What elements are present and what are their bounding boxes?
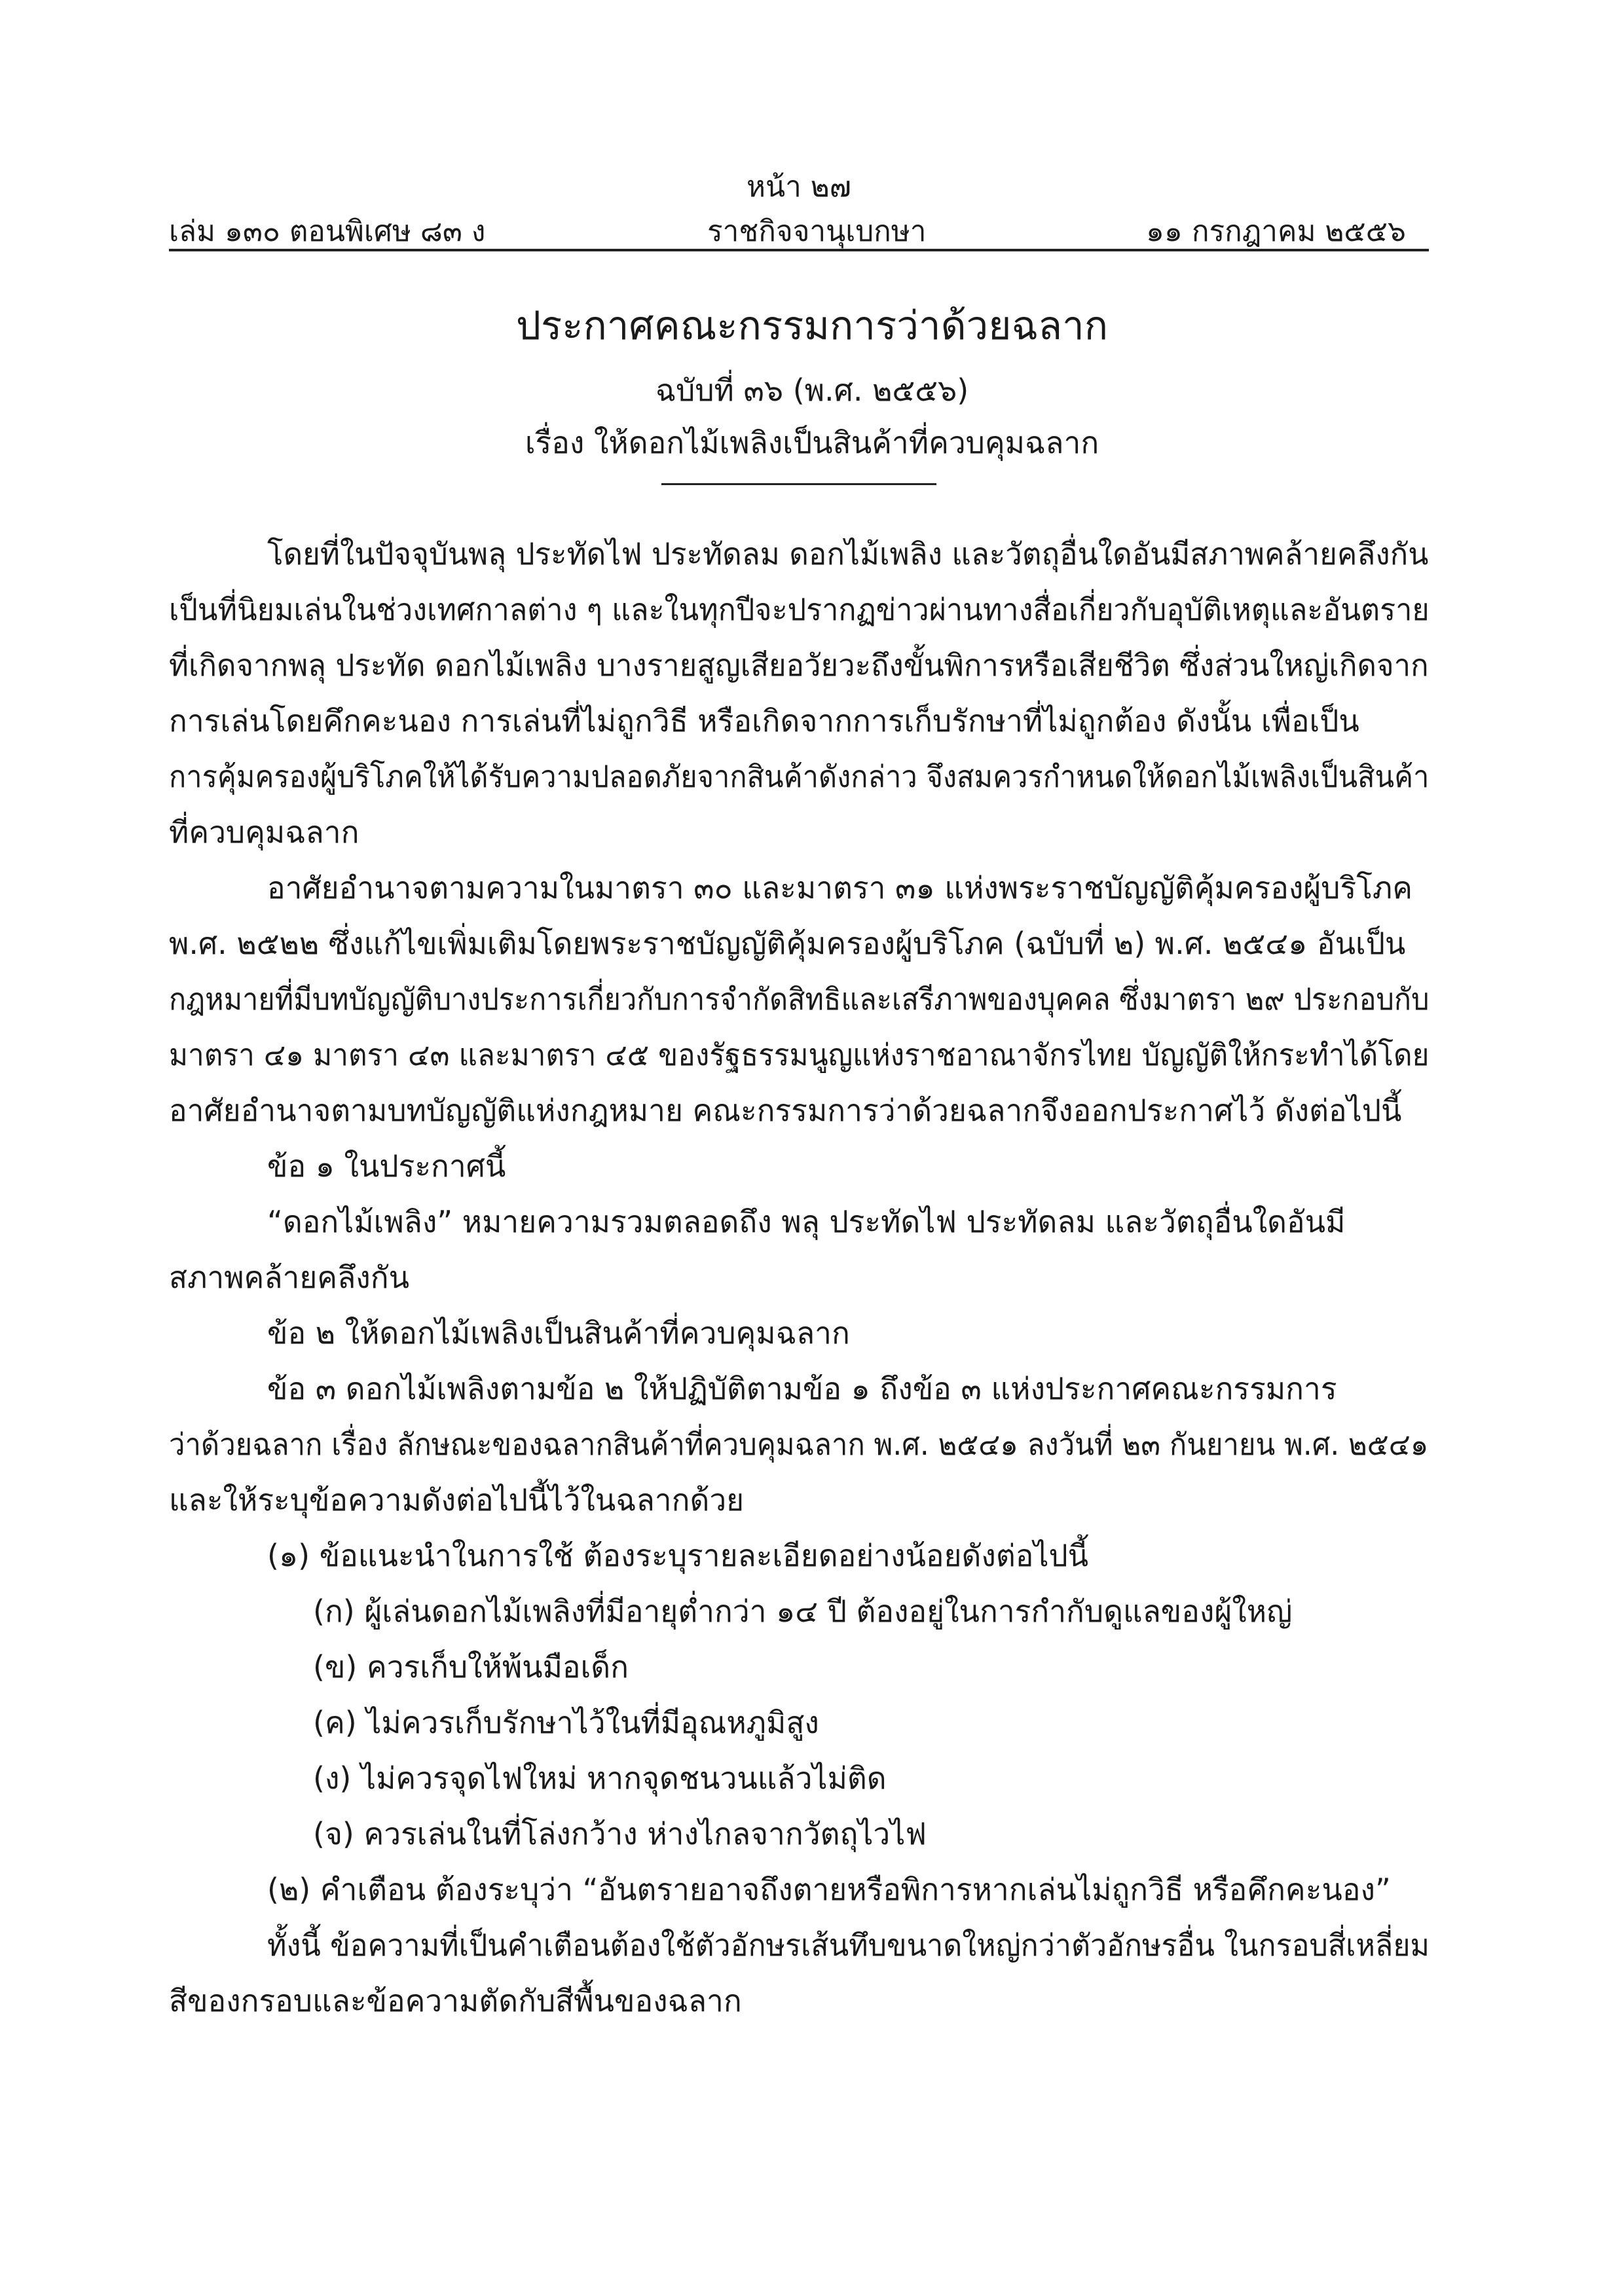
sub-item-b: (ข) ควรเก็บให้พ้นมือเด็ก xyxy=(313,1649,629,1685)
gazette-name: ราชกิจจานุเบกษา xyxy=(707,215,927,248)
clause-3-line: ว่าด้วยฉลาก เรื่อง ลักษณะของฉลากสินค้าที่ควบคุมฉลาก พ.ศ. ๒๕๔๑ ลงวันที่ ๒๓ กันยายน พ.ศ. ๒๕๔๑ xyxy=(169,1427,1429,1462)
sub-item-c: (ค) ไม่ควรเก็บรักษาไว้ในที่มีอุณหภูมิสูง xyxy=(313,1705,819,1740)
paragraph-line: โดยที่ในปัจจุบันพลุ ประทัดไฟ ประทัดลม ดอกไม้เพลิง และวัตถุอื่นใดอันมีสภาพคล้ายคลึงกัน xyxy=(267,536,1429,572)
clause-1: ข้อ ๑ ในประกาศนี้ xyxy=(267,1148,506,1184)
announcement-number: ฉบับที่ ๓๖ (พ.ศ. ๒๕๕๖) xyxy=(655,373,969,408)
item-2: (๒) คำเตือน ต้องระบุว่า “อันตรายอาจถึงตายหรือพิการหากเล่นไม่ถูกวิธี หรือคึกคะนอง” xyxy=(267,1872,1391,1907)
paragraph-line: ที่เกิดจากพลุ ประทัด ดอกไม้เพลิง บางรายสูญเสียอวัยวะถึงขั้นพิการหรือเสียชีวิต ซึ่งส่วนใหญ่เกิดจาก xyxy=(169,647,1429,683)
definition-line: “ดอกไม้เพลิง” หมายความรวมตลอดถึง พลุ ประทัดไฟ ประทัดลม และวัตถุอื่นใดอันมี xyxy=(267,1204,1346,1239)
clause-2: ข้อ ๒ ให้ดอกไม้เพลิงเป็นสินค้าที่ควบคุมฉลาก xyxy=(267,1315,850,1351)
paragraph-line: อาศัยอำนาจตามบทบัญญัติแห่งกฎหมาย คณะกรรมการว่าด้วยฉลากจึงออกประกาศไว้ ดังต่อไปนี้ xyxy=(169,1093,1402,1128)
item-1: (๑) ข้อแนะนำในการใช้ ต้องระบุรายละเอียดอย่างน้อยดังต่อไปนี้ xyxy=(267,1538,1089,1573)
announcement-subject: เรื่อง ให้ดอกไม้เพลิงเป็นสินค้าที่ควบคุมฉลาก xyxy=(525,425,1099,460)
paragraph-line: ที่ควบคุมฉลาก xyxy=(169,814,360,850)
paragraph-line: เป็นที่นิยมเล่นในช่วงเทศกาลต่าง ๆ และในทุกปีจะปรากฏข่าวผ่านทางสื่อเกี่ยวกับอุบัติเหตุและอันตราย xyxy=(169,592,1430,627)
paragraph-line: อาศัยอำนาจตามความในมาตรา ๓๐ และมาตรา ๓๑ แห่งพระราชบัญญัติคุ้มครองผู้บริโภค xyxy=(267,870,1413,905)
paragraph-line: กฎหมายที่มีบทบัญญัติบางประการเกี่ยวกับการจำกัดสิทธิและเสรีภาพของบุคคล ซึ่งมาตรา ๒๙ ประกอบกับ xyxy=(169,981,1430,1017)
paragraph-line: การเล่นโดยคึกคะนอง การเล่นที่ไม่ถูกวิธี หรือเกิดจากการเก็บรักษาที่ไม่ถูกต้อง ดังนั้น เพื่อเป็น xyxy=(169,703,1359,738)
paragraph-line: พ.ศ. ๒๕๒๒ ซึ่งแก้ไขเพิ่มเติมโดยพระราชบัญญัติคุ้มครองผู้บริโภค (ฉบับที่ ๒) พ.ศ. ๒๕๔๑ อันเป็น xyxy=(169,926,1406,961)
definition-line: สภาพคล้ายคลึงกัน xyxy=(169,1260,410,1295)
paragraph-line: มาตรา ๔๑ มาตรา ๔๓ และมาตรา ๔๕ ของรัฐธรรมนูญแห่งราชอาณาจักรไทย บัญญัติให้กระทำได้โดย xyxy=(169,1037,1430,1072)
publish-date: ๑๑ กรกฎาคม ๒๕๕๖ xyxy=(1146,215,1406,248)
paragraph-line: การคุ้มครองผู้บริโภคให้ได้รับความปลอดภัยจากสินค้าดังกล่าว จึงสมควรกำหนดให้ดอกไม้เพลิงเป็นสินค้า xyxy=(169,759,1430,794)
note-line: ทั้งนี้ ข้อความที่เป็นคำเตือนต้องใช้ตัวอักษรเส้นทึบขนาดใหญ่กว่าตัวอักษรอื่น ในกรอบสี่เหลี่ยม xyxy=(267,1927,1430,1963)
clause-3: ข้อ ๓ ดอกไม้เพลิงตามข้อ ๒ ให้ปฏิบัติตามข้อ ๑ ถึงข้อ ๓ แห่งประกาศคณะกรรมการ xyxy=(267,1371,1337,1406)
sub-item-a: (ก) ผู้เล่นดอกไม้เพลิงที่มีอายุต่ำกว่า ๑๔ ปี ต้องอยู่ในการกำกับดูแลของผู้ใหญ่ xyxy=(313,1594,1293,1629)
announcement-body xyxy=(169,0,1429,2296)
sub-item-d: (ง) ไม่ควรจุดไฟใหม่ หากจุดชนวนแล้วไม่ติด xyxy=(313,1760,887,1796)
page-number: หน้า ๒๗ xyxy=(747,170,851,204)
note-line: สีของกรอบและข้อความตัดกับสีพื้นของฉลาก xyxy=(169,1983,742,2018)
sub-item-e: (จ) ควรเล่นในที่โล่งกว้าง ห่างไกลจากวัตถุไวไฟ xyxy=(313,1816,927,1851)
volume-info: เล่ม ๑๓๐ ตอนพิเศษ ๘๓ ง xyxy=(169,215,486,248)
clause-3-line: และให้ระบุข้อความดังต่อไปนี้ไว้ในฉลากด้วย xyxy=(169,1482,745,1518)
announcement-title: ประกาศคณะกรรมการว่าด้วยฉลาก xyxy=(515,303,1109,349)
